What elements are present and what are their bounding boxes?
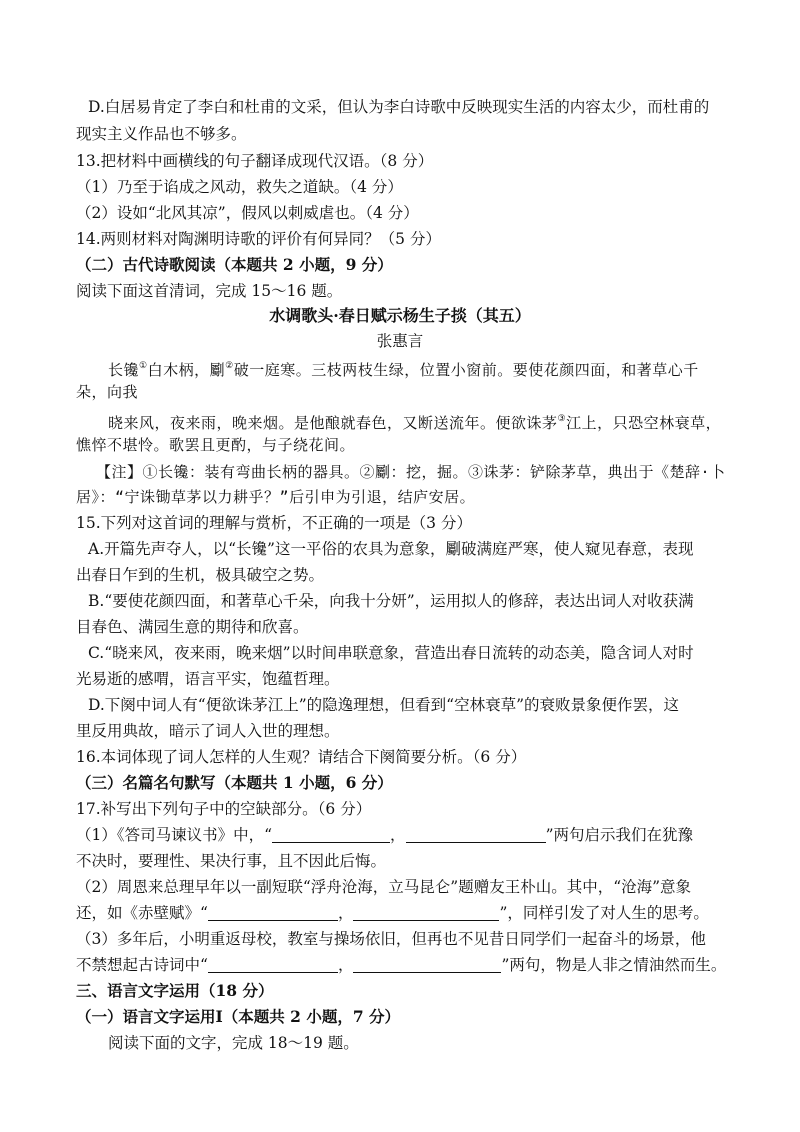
answer-blank[interactable]	[208, 904, 338, 921]
answer-blank[interactable]	[353, 956, 501, 973]
option-d15-line2: 里反用典故，暗示了词人入世的理想。	[76, 722, 340, 740]
reading-instruction-2: 阅读下面的文字，完成 18～19 题。	[108, 1034, 359, 1052]
option-c-line2: 光易逝的感喟，语言平实，饱蕴哲理。	[76, 670, 340, 688]
poem-line-3: 晓来风，夜来雨，晚来烟。是他酿就春色，又断送流年。便欲诛茅③江上，只恐空林衰草，	[108, 414, 722, 432]
section-2-heading: （二）古代诗歌阅读（本题共 2 小题，9 分）	[76, 255, 393, 274]
poem-line-4: 憔悴不堪怜。歌罢且更酌，与子绕花间。	[76, 436, 356, 454]
option-c-line1: C.“晓来风，夜来雨，晚来烟”以时间串联意象，营造出春日流转的动态美，隐含词人对时	[88, 644, 694, 662]
subsection-1-heading: （一）语言文字运用Ⅰ（本题共 2 小题，7 分）	[76, 1007, 401, 1026]
question-16: 16.本词体现了词人怎样的人生观？请结合下阕简要分析。（6 分）	[76, 748, 527, 766]
answer-blank[interactable]	[272, 826, 390, 843]
question-17-part3: （3）多年后，小明重返母校，教室与操场依旧，但再也不见昔日同学们一起奋斗的场景，他	[76, 930, 706, 948]
question-17-part1-cont: 不决时，要理性、果决行事，且不因此后悔。	[76, 852, 387, 870]
footnote-marker-2: ②	[225, 361, 234, 371]
answer-blank[interactable]	[406, 826, 546, 843]
option-d-line2: 现实主义作品也不够多。	[76, 125, 247, 143]
poem-title: 水调歌头·春日赋示杨生子掞（其五）	[269, 306, 531, 325]
footnote-marker-1: ①	[139, 361, 148, 371]
option-d15-line1: D.下阕中词人有“便欲诛茅江上”的隐逸理想，但看到“空林衰草”的衰败景象便作罢，这	[88, 696, 680, 714]
poem-line-2: 朵，向我	[76, 383, 139, 401]
question-17-part2-cont: 还，如《赤壁赋》“ ， ”，同样引发了对人生的思考。	[76, 904, 709, 922]
question-17-part1: （1）《答司马谏议书》中，“ ， ”两句启示我们在犹豫	[76, 826, 693, 844]
option-b-line1: B.“要使花颜四面，和著草心千朵，向我十分妍”，运用拟人的修辞，表达出词人对收获满	[88, 592, 694, 610]
section-3-heading: （三）名篇名句默写（本题共 1 小题，6 分）	[76, 773, 393, 792]
option-a-line1: A.开篇先声夺人，以“长镵”这一平俗的农具为意象，劚破满庭严寒，使人窥见春意，表现	[88, 540, 694, 558]
question-17: 17.补写出下列句子中的空缺部分。（6 分）	[76, 800, 372, 818]
footnote-marker-3: ③	[557, 414, 567, 424]
question-15: 15.下列对这首词的理解与赏析，不正确的一项是（3 分）	[76, 514, 472, 532]
note-line-2: 居》：“宁诛锄草茅以力耕乎？”后引申为引退，结庐安居。	[76, 488, 476, 506]
answer-blank[interactable]	[208, 956, 338, 973]
answer-blank[interactable]	[353, 904, 499, 921]
question-13-part2: （2）设如“北风其凉”，假风以刺威虐也。（4 分）	[76, 204, 419, 222]
question-13: 13.把材料中画横线的句子翻译成现代汉语。（8 分）	[76, 152, 434, 170]
option-d-line1: D.白居易肯定了李白和杜甫的文采，但认为李白诗歌中反映现实生活的内容太少，而杜甫的	[88, 98, 710, 116]
option-a-line2: 出春日乍到的生机，极具破空之势。	[76, 566, 325, 584]
reading-instruction-1: 阅读下面这首清词，完成 15～16 题。	[76, 282, 343, 300]
question-17-part3-cont: 不禁想起古诗词中“ ， ”两句，物是人非之情油然而生。	[76, 956, 727, 974]
poem-line-1: 长镵①白木柄，劚②破一庭寒。三枝两枝生绿，位置小窗前。要使花颜四面，和著草心千	[108, 361, 699, 379]
part-3-heading: 三、语言文字运用（18 分）	[76, 981, 274, 1000]
option-b-line2: 目春色、满园生意的期待和欣喜。	[76, 618, 309, 636]
question-14: 14.两则材料对陶渊明诗歌的评价有何异同？（5 分）	[76, 230, 441, 248]
note-line-1: 【注】①长镵：装有弯曲长柄的器具。②劚：挖，掘。③诛茅：铲除茅草，典出于《楚辞·卜	[96, 463, 726, 481]
question-13-part1: （1）乃至于谄成之风动，救失之道缺。（4 分）	[76, 178, 403, 196]
poem-author: 张惠言	[376, 332, 424, 350]
question-17-part2: （2）周恩来总理早年以一副短联“浮舟沧海，立马昆仑”题赠友王朴山。其中，“沧海”意象	[76, 878, 692, 896]
